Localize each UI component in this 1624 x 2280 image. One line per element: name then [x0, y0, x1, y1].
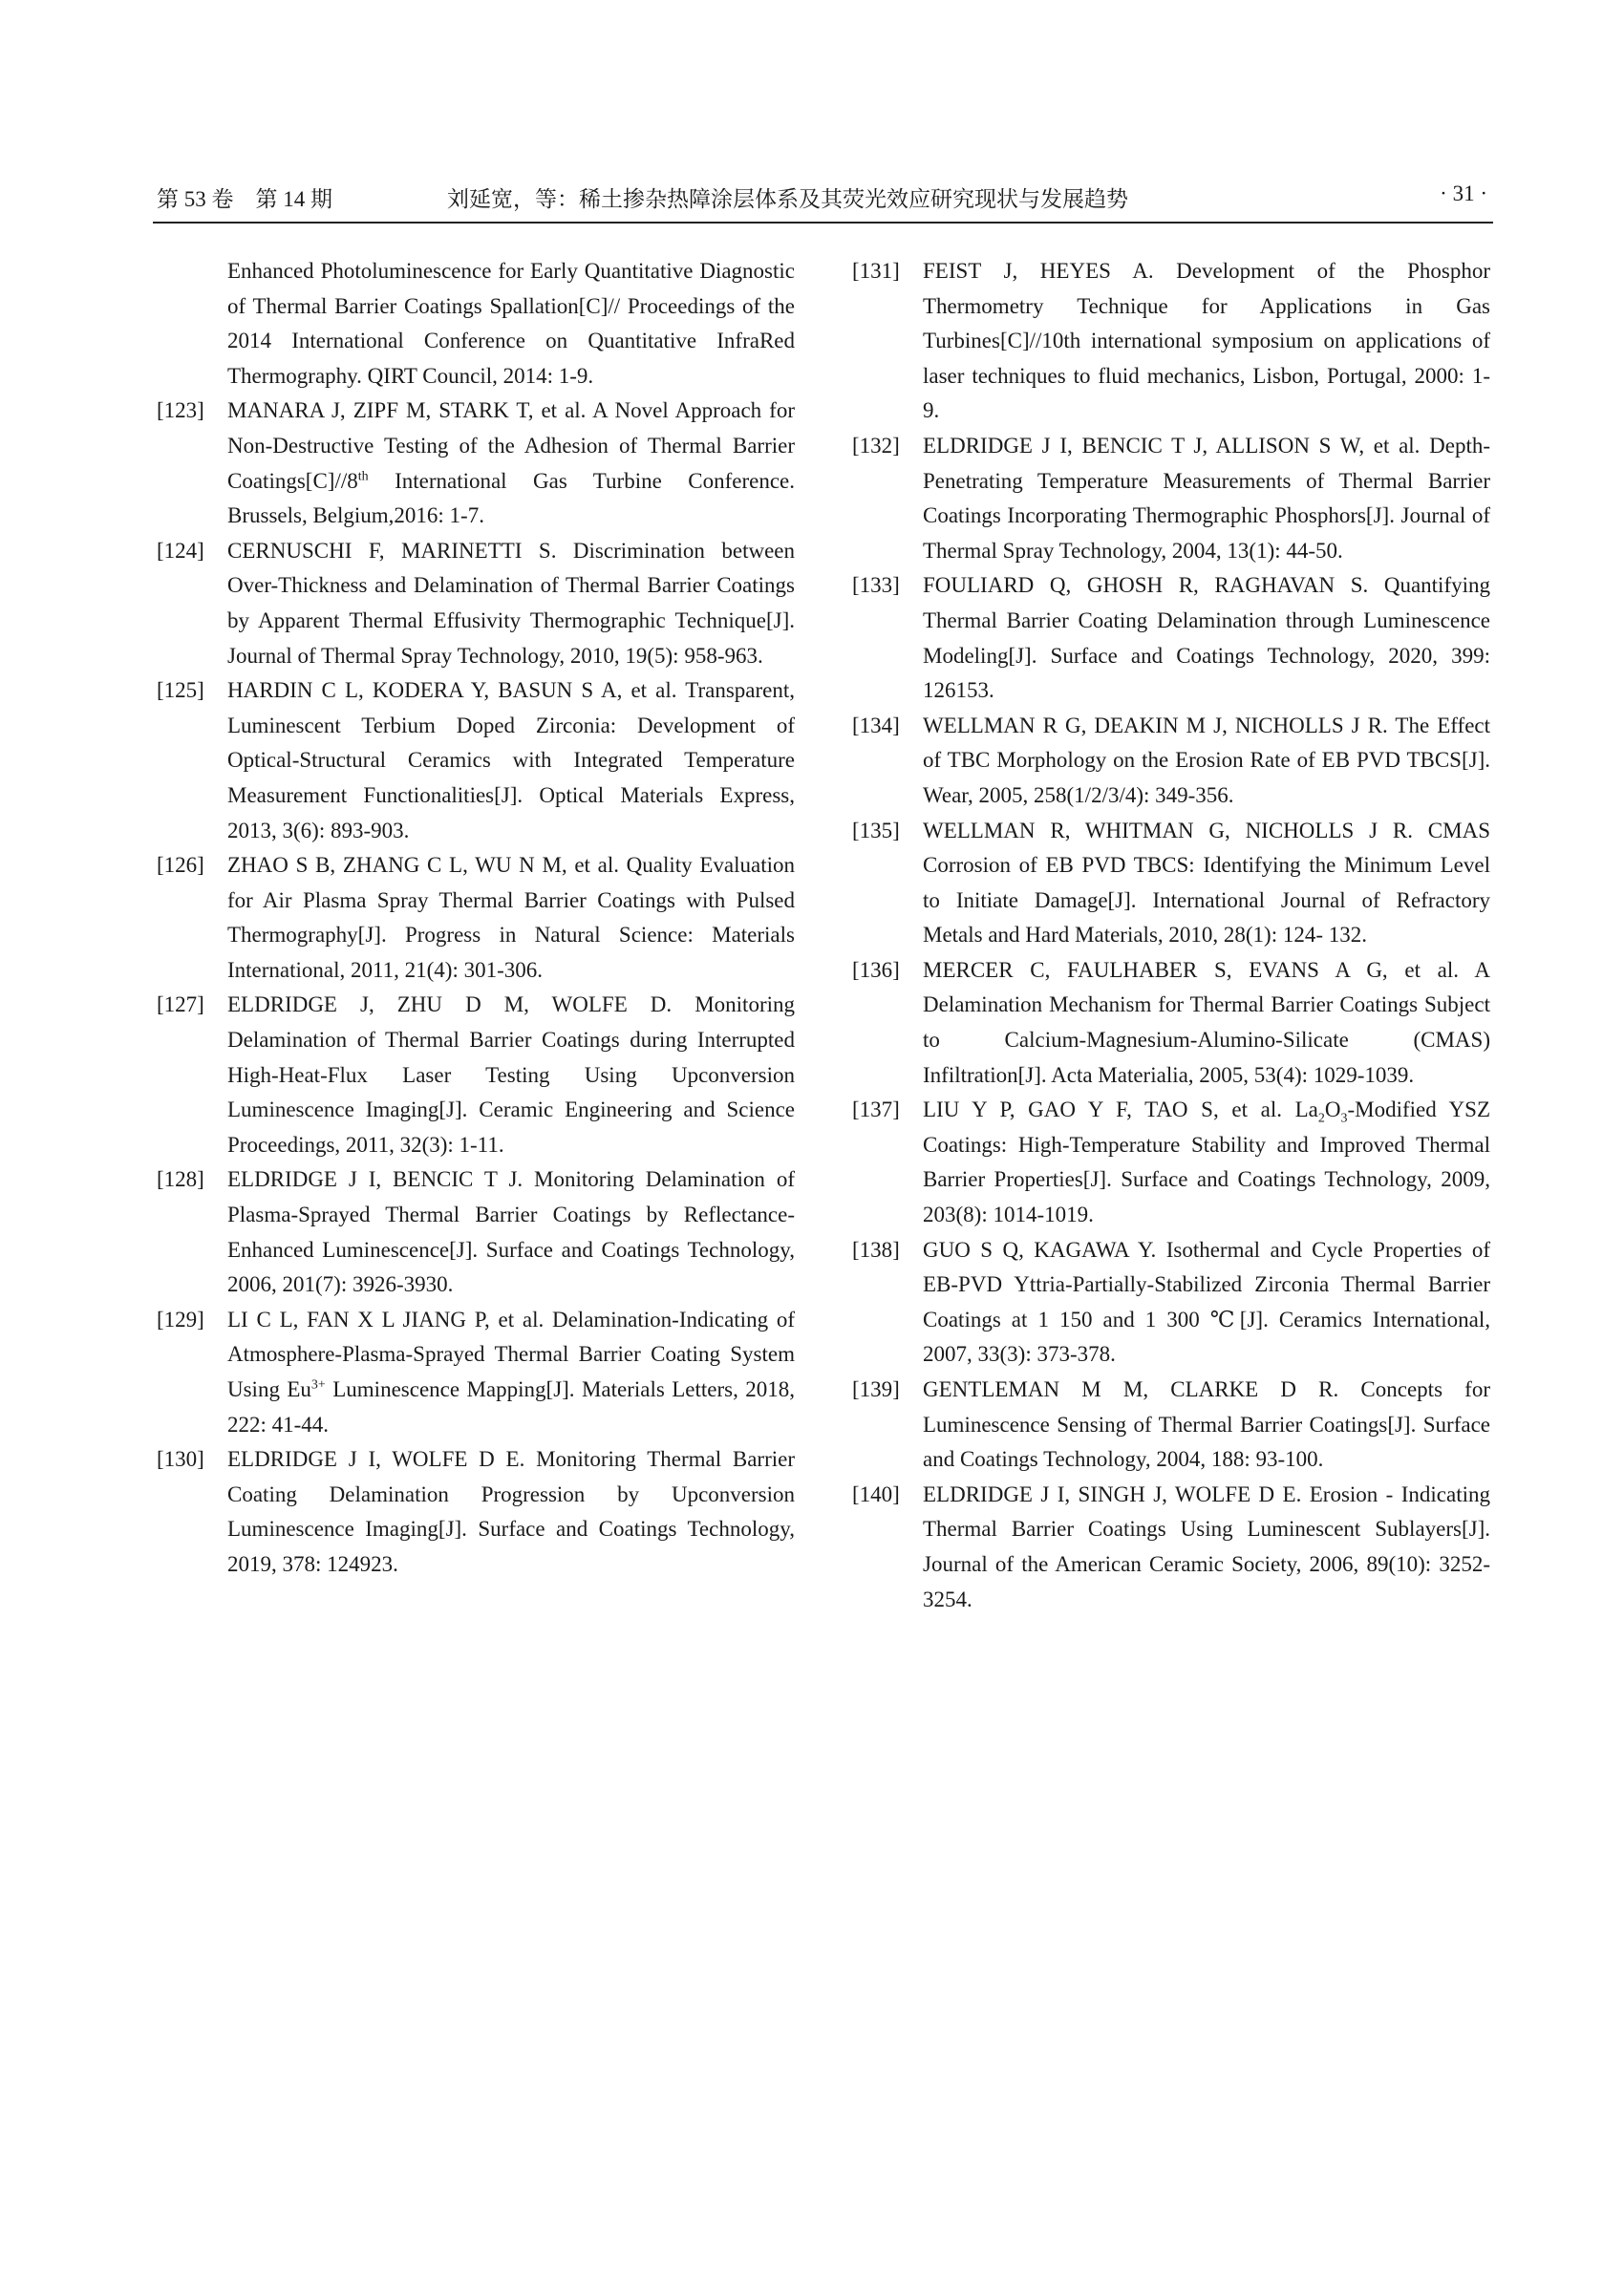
reference-number: [124] — [157, 538, 204, 563]
reference-number: [139] — [852, 1377, 900, 1401]
reference-item-124 — [153, 534, 795, 673]
reference-number: [138] — [852, 1237, 900, 1262]
reference-text: LIU Y P, GAO Y F, TAO S, et al. $La_2O_3$-Modified YSZ Coatings: High-Temperature Stability and Improved Thermal Barrier Properties[J]. Surface and Coatings Technology, 2009, 203(8): 1014-1019. — [923, 1097, 1491, 1227]
reference-text: CERNUSCHI F, MARINETTI S. Discrimination between Over-Thickness and Delamination of Thermal Barrier Coatings by Apparent Thermal Effusivity Thermographic Technique[J]. Journal of Thermal Spray Technology, 2010, 19(5): 958-963. — [227, 538, 795, 668]
reference-number: [136] — [852, 957, 900, 982]
reference-number: [125] — [157, 678, 204, 703]
reference-number: [133] — [852, 573, 900, 598]
reference-item-133 — [848, 568, 1490, 708]
reference-number: [131] — [852, 259, 900, 283]
reference-number: [123] — [157, 398, 204, 423]
reference-text: FOULIARD Q, GHOSH R, RAGHAVAN S. Quantifying Thermal Barrier Coating Delamination through Luminescence Modeling[J]. Surface and Coatings Technology, 2020, 399: 126153. — [923, 573, 1490, 703]
reference-item-135 — [848, 814, 1490, 953]
page-number: · 31 · — [1440, 181, 1487, 205]
reference-number: [132] — [852, 433, 900, 458]
reference-text: WELLMAN R G, DEAKIN M J, NICHOLLS J R. The Effect of TBC Morphology on the Erosion Rate of EB PVD TBCS[J]. Wear, 2005, 258(1/2/3/4): 349-356. — [923, 713, 1490, 807]
reference-number: [129] — [157, 1307, 204, 1332]
reference-item-126 — [153, 848, 795, 988]
reference-item-138 — [848, 1233, 1490, 1373]
reference-item-123 — [153, 394, 795, 533]
reference-item-132 — [848, 429, 1490, 568]
reference-number: [140] — [852, 1481, 900, 1506]
reference-number: [126] — [157, 853, 204, 878]
reference-item-134 — [848, 709, 1490, 814]
reference-continuation: Enhanced Photoluminescence for Early Quantitative Diagnostic of Thermal Barrier Coatings Spallation[C]// Proceedings of the 2014 International Conference on Quantitative InfraRed Thermography. QIRT Council, 2014: 1-9. — [227, 259, 795, 388]
reference-item-128 — [153, 1162, 795, 1302]
reference-text: HARDIN C L, KODERA Y, BASUN S A, et al. Transparent, Luminescent Terbium Doped Zirconia: Development of Optical-Structural Ceramics with Integrated Temperature Measurement Functionalities[J]. Optical Materials Express, 2013, 3(6): 893-903. — [227, 678, 795, 842]
reference-number: [128] — [157, 1167, 204, 1192]
reference-text: WELLMAN R, WHITMAN G, NICHOLLS J R. CMAS Corrosion of EB PVD TBCS: Identifying the Minimum Level to Initiate Damage[J]. International Journal of Refractory Metals and Hard Materials, 2010, 28(1): 124- 132. — [923, 818, 1490, 948]
left-reference-column — [153, 254, 795, 1583]
reference-item-131 — [848, 254, 1490, 429]
reference-item-140 — [848, 1478, 1490, 1617]
reference-item-136 — [848, 953, 1490, 1093]
reference-text: LI C L, FAN X L JIANG P, et al. Delamination-Indicating of Atmosphere-Plasma-Sprayed Thermal Barrier Coating System Using $Eu^{3+}$ Luminescence Mapping[J]. Materials Letters, 2018, 222: 41-44. — [227, 1307, 796, 1437]
reference-text: ELDRIDGE J I, BENCIC T J, ALLISON S W, et al. Depth-Penetrating Temperature Measurements of Thermal Barrier Coatings Incorporating Thermographic Phosphors[J]. Journal of Thermal Spray Technology, 2004, 13(1): 44-50. — [923, 433, 1490, 563]
reference-text: ZHAO S B, ZHANG C L, WU N M, et al. Quality Evaluation for Air Plasma Spray Thermal Barrier Coatings with Pulsed Thermography[J]. Progress in Natural Science: Materials International, 2011, 21(4): 301-306. — [227, 853, 795, 982]
reference-text: MERCER C, FAULHABER S, EVANS A G, et al. A Delamination Mechanism for Thermal Barrier Coatings Subject to Calcium-Magnesium-Alumino-Silicate (CMAS) Infiltration[J]. Acta Materialia, 2005, 53(4): 1029-1039. — [923, 957, 1490, 1087]
reference-number: [130] — [157, 1447, 204, 1472]
reference-item-127 — [153, 988, 795, 1162]
reference-item-130 — [153, 1442, 795, 1582]
reference-number: [127] — [157, 992, 204, 1017]
right-reference-column — [848, 254, 1490, 1617]
reference-item-137 — [848, 1093, 1490, 1232]
reference-text: MANARA J, ZIPF M, STARK T, et al. A Novel Approach for Non-Destructive Testing of the Adhesion of Thermal Barrier Coatings[C]//8th International Gas Turbine Conference. Brussels, Belgium,2016: 1-7. — [227, 398, 795, 528]
reference-text: ELDRIDGE J, ZHU D M, WOLFE D. Monitoring Delamination of Thermal Barrier Coatings during Interrupted High-Heat-Flux Laser Testing Using Upconversion Luminescence Imaging[J]. Ceramic Engineering and Science Proceedings, 2011, 32(3): 1-11. — [227, 992, 795, 1157]
reference-item-129 — [153, 1303, 795, 1442]
reference-item-125 — [153, 673, 795, 848]
reference-number: [134] — [852, 713, 900, 737]
reference-text: ELDRIDGE J I, WOLFE D E. Monitoring Thermal Barrier Coating Delamination Progression by Upconversion Luminescence Imaging[J]. Surface and Coatings Technology, 2019, 378: 124923. — [227, 1447, 795, 1576]
running-header — [153, 180, 1493, 224]
reference-item-139 — [848, 1373, 1490, 1478]
journal-volume-issue: 第 53 卷 第 14 期 — [157, 187, 332, 211]
reference-number: [137] — [852, 1097, 900, 1122]
reference-text: GENTLEMAN M M, CLARKE D R. Concepts for Luminescence Sensing of Thermal Barrier Coatings[J]. Surface and Coatings Technology, 2004, 188: 93-100. — [923, 1377, 1490, 1472]
reference-number: [135] — [852, 818, 900, 842]
article-running-title: 刘延宽，等：稀土掺杂热障涂层体系及其荧光效应研究现状与发展趋势 — [447, 187, 1128, 211]
reference-text: GUO S Q, KAGAWA Y. Isothermal and Cycle Properties of EB-PVD Yttria-Partially-Stabilized Zirconia Thermal Barrier Coatings at 1 150 and 1 300 ℃[J]. Ceramics International, 2007, 33(3): 373-378. — [923, 1237, 1490, 1367]
reference-text: ELDRIDGE J I, SINGH J, WOLFE D E. Erosion - Indicating Thermal Barrier Coatings Using Luminescent Sublayers[J]. Journal of the American Ceramic Society, 2006, 89(10): 3252-3254. — [923, 1481, 1490, 1611]
reference-text: ELDRIDGE J I, BENCIC T J. Monitoring Delamination of Plasma-Sprayed Thermal Barrier Coatings by Reflectance-Enhanced Luminescence[J]. Surface and Coatings Technology, 2006, 201(7): 3926-3930. — [227, 1167, 795, 1297]
reference-text: FEIST J, HEYES A. Development of the Phosphor Thermometry Technique for Applications in Gas Turbines[C]//10th international symposium on applications of laser techniques to fluid mechanics, Lisbon, Portugal, 2000: 1-9. — [923, 259, 1490, 423]
